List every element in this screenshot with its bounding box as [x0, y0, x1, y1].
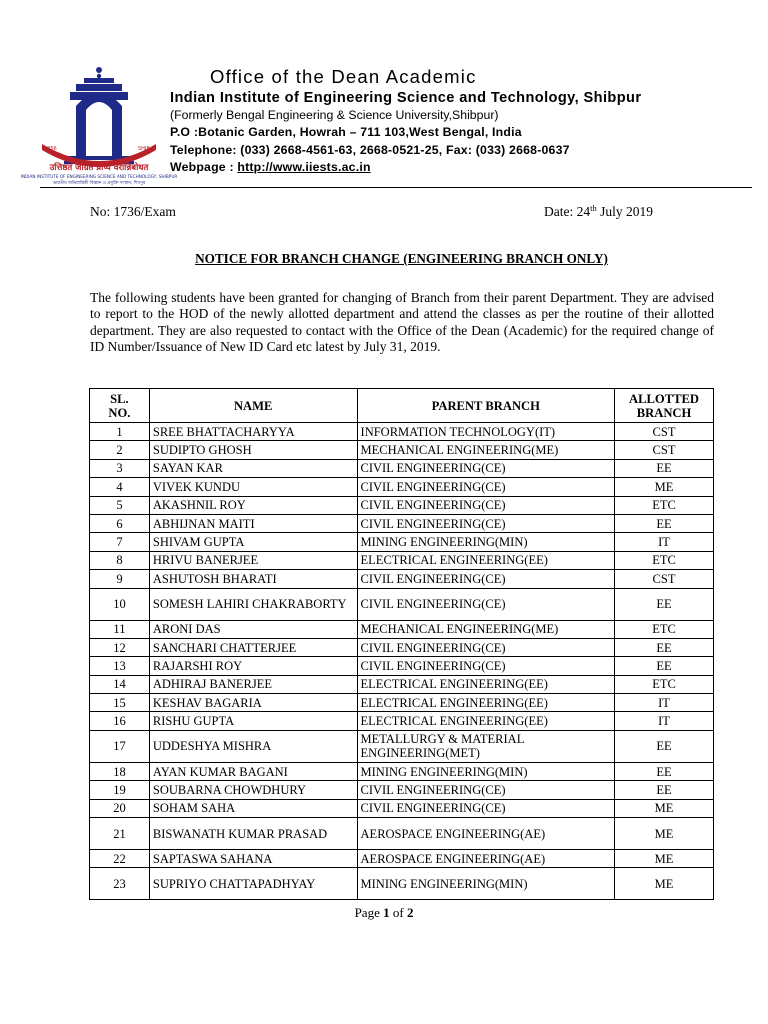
logo-year-left: 1856 [44, 146, 57, 152]
cell-sl-no: 12 [90, 638, 150, 656]
table-row [90, 850, 714, 868]
table-row [90, 762, 714, 780]
cell-sl-no: 10 [90, 588, 150, 620]
table-row [90, 459, 714, 477]
cell-allotted-branch: IT [615, 694, 714, 712]
table-row [90, 570, 714, 588]
cell-allotted-branch: EE [615, 657, 714, 675]
cell-name: HRIVU BANERJEE [149, 551, 357, 569]
webpage-line [170, 160, 371, 174]
table-row [90, 868, 714, 900]
cell-sl-no: 21 [90, 818, 150, 850]
cell-sl-no: 4 [90, 478, 150, 496]
cell-allotted-branch: EE [615, 588, 714, 620]
cell-name: SOHAM SAHA [149, 799, 357, 817]
cell-name: ABHIJNAN MAITI [149, 514, 357, 532]
cell-name: AKASHNIL ROY [149, 496, 357, 514]
cell-name: RAJARSHI ROY [149, 657, 357, 675]
cell-parent-branch: MECHANICAL ENGINEERING(ME) [357, 620, 615, 638]
cell-sl-no: 15 [90, 694, 150, 712]
header-name: NAME [149, 389, 357, 423]
cell-name: KESHAV BAGARIA [149, 694, 357, 712]
notice-heading: NOTICE FOR BRANCH CHANGE (ENGINEERING BRANCH ONLY) [195, 251, 608, 266]
table-row [90, 441, 714, 459]
svg-text:उत्तिष्ठत जाग्रत प्राप्य वरान्: उत्तिष्ठत जाग्रत प्राप्य वरान्निबोधत [49, 163, 149, 173]
cell-allotted-branch: ETC [615, 620, 714, 638]
branch-change-table [89, 388, 714, 900]
table-row [90, 712, 714, 730]
cell-parent-branch: CIVIL ENGINEERING(CE) [357, 799, 615, 817]
institute-logo [20, 66, 178, 186]
cell-name: SOUBARNA CHOWDHURY [149, 781, 357, 799]
cell-allotted-branch: ME [615, 799, 714, 817]
cell-sl-no: 16 [90, 712, 150, 730]
table-header-row [90, 389, 714, 423]
cell-sl-no: 7 [90, 533, 150, 551]
cell-parent-branch: ELECTRICAL ENGINEERING(EE) [357, 675, 615, 693]
reference-number: No: 1736/Exam [90, 204, 176, 219]
cell-sl-no: 1 [90, 423, 150, 441]
date-superscript: th [590, 203, 597, 213]
cell-name: RISHU GUPTA [149, 712, 357, 730]
svg-text:INDIAN INSTITUTE OF ENGINEERIN: INDIAN INSTITUTE OF ENGINEERING SCIENCE AND TECHNOLOGY, SHIBPUR [20, 174, 178, 179]
office-title: Office of the Dean Academic [210, 66, 477, 87]
cell-name: SOMESH LAHIRI CHAKRABORTY [149, 588, 357, 620]
cell-parent-branch: METALLURGY & MATERIAL ENGINEERING(MET) [357, 730, 615, 762]
table-row [90, 588, 714, 620]
cell-allotted-branch: ETC [615, 496, 714, 514]
table-row [90, 533, 714, 551]
cell-parent-branch: MINING ENGINEERING(MIN) [357, 762, 615, 780]
cell-name: ARONI DAS [149, 620, 357, 638]
webpage-label: Webpage : [170, 160, 238, 174]
cell-parent-branch: MECHANICAL ENGINEERING(ME) [357, 441, 615, 459]
cell-allotted-branch: EE [615, 514, 714, 532]
webpage-link[interactable]: http://www.iiests.ac.in [237, 160, 371, 174]
table-row [90, 478, 714, 496]
table-row [90, 620, 714, 638]
cell-parent-branch: MINING ENGINEERING(MIN) [357, 868, 615, 900]
header-allotted-branch: ALLOTTED BRANCH [615, 389, 714, 423]
cell-parent-branch: MINING ENGINEERING(MIN) [357, 533, 615, 551]
cell-allotted-branch: EE [615, 781, 714, 799]
table-row [90, 799, 714, 817]
cell-allotted-branch: EE [615, 459, 714, 477]
cell-allotted-branch: IT [615, 712, 714, 730]
cell-name: UDDESHYA MISHRA [149, 730, 357, 762]
cell-name: ADHIRAJ BANERJEE [149, 675, 357, 693]
cell-parent-branch: AEROSPACE ENGINEERING(AE) [357, 850, 615, 868]
date-prefix: Date: 24 [544, 204, 591, 219]
cell-sl-no: 6 [90, 514, 150, 532]
cell-sl-no: 2 [90, 441, 150, 459]
cell-allotted-branch: ETC [615, 675, 714, 693]
cell-allotted-branch: IT [615, 533, 714, 551]
cell-allotted-branch: EE [615, 762, 714, 780]
cell-allotted-branch: EE [615, 638, 714, 656]
logo-native-name: ভারতীয় অভিযান্ত্রিকী বিজ্ঞান ও প্রযুক্তি সংস্থান, শিবপুর [52, 181, 146, 186]
cell-parent-branch: CIVIL ENGINEERING(CE) [357, 657, 615, 675]
table-row [90, 818, 714, 850]
cell-sl-no: 3 [90, 459, 150, 477]
header-parent-branch: PARENT BRANCH [357, 389, 615, 423]
cell-allotted-branch: EE [615, 730, 714, 762]
cell-parent-branch: CIVIL ENGINEERING(CE) [357, 478, 615, 496]
header-sl-no: SL. NO. [90, 389, 150, 423]
cell-allotted-branch: ME [615, 850, 714, 868]
cell-sl-no: 8 [90, 551, 150, 569]
postal-address: P.O :Botanic Garden, Howrah – 711 103,West Bengal, India [170, 125, 522, 139]
cell-sl-no: 13 [90, 657, 150, 675]
table-row [90, 730, 714, 762]
cell-sl-no: 22 [90, 850, 150, 868]
cell-name: SUPRIYO CHATTAPADHYAY [149, 868, 357, 900]
cell-name: ASHUTOSH BHARATI [149, 570, 357, 588]
cell-parent-branch: CIVIL ENGINEERING(CE) [357, 638, 615, 656]
cell-name: AYAN KUMAR BAGANI [149, 762, 357, 780]
date-suffix: July 2019 [596, 204, 654, 219]
cell-parent-branch: CIVIL ENGINEERING(CE) [357, 781, 615, 799]
cell-name: SHIVAM GUPTA [149, 533, 357, 551]
cell-parent-branch: INFORMATION TECHNOLOGY(IT) [357, 423, 615, 441]
cell-allotted-branch: CST [615, 441, 714, 459]
cell-sl-no: 23 [90, 868, 150, 900]
table-row [90, 423, 714, 441]
cell-sl-no: 18 [90, 762, 150, 780]
cell-allotted-branch: ME [615, 868, 714, 900]
cell-allotted-branch: ME [615, 818, 714, 850]
cell-name: SAYAN KAR [149, 459, 357, 477]
cell-parent-branch: CIVIL ENGINEERING(CE) [357, 496, 615, 514]
table-row [90, 551, 714, 569]
former-name: (Formerly Bengal Engineering & Science University,Shibpur) [170, 108, 499, 122]
table-row [90, 496, 714, 514]
cell-parent-branch: CIVIL ENGINEERING(CE) [357, 588, 615, 620]
cell-sl-no: 14 [90, 675, 150, 693]
table-row [90, 638, 714, 656]
cell-sl-no: 9 [90, 570, 150, 588]
logo-year-right: SHIB. [138, 146, 152, 152]
cell-name: SAPTASWA SAHANA [149, 850, 357, 868]
cell-sl-no: 11 [90, 620, 150, 638]
cell-sl-no: 20 [90, 799, 150, 817]
cell-sl-no: 5 [90, 496, 150, 514]
cell-name: BISWANATH KUMAR PRASAD [149, 818, 357, 850]
cell-parent-branch: CIVIL ENGINEERING(CE) [357, 459, 615, 477]
cell-parent-branch: ELECTRICAL ENGINEERING(EE) [357, 694, 615, 712]
cell-parent-branch: AEROSPACE ENGINEERING(AE) [357, 818, 615, 850]
cell-name: VIVEK KUNDU [149, 478, 357, 496]
cell-allotted-branch: CST [615, 423, 714, 441]
notice-body: The following students have been granted for changing of Branch from their parent Department. They are advised to report to the HOD of the newly allotted department and attend the classes as per the routine of their allotted department. They are also requested to contact with the Office of the Dean (Academic) for the required change of ID Number/Issuance of New ID Card etc latest by July 31, 2019. [90, 290, 714, 354]
table-row [90, 657, 714, 675]
cell-name: SREE BHATTACHARYYA [149, 423, 357, 441]
page-number: Page 1 of 2 [354, 905, 414, 920]
letterhead-divider [40, 187, 752, 188]
notice-date [544, 204, 653, 220]
cell-allotted-branch: ETC [615, 551, 714, 569]
table-row [90, 781, 714, 799]
cell-sl-no: 19 [90, 781, 150, 799]
telephone-fax: Telephone: (033) 2668-4561-63, 2668-0521-25, Fax: (033) 2668-0637 [170, 143, 570, 157]
cell-allotted-branch: ME [615, 478, 714, 496]
cell-parent-branch: CIVIL ENGINEERING(CE) [357, 514, 615, 532]
table-row [90, 514, 714, 532]
cell-sl-no: 17 [90, 730, 150, 762]
cell-parent-branch: CIVIL ENGINEERING(CE) [357, 570, 615, 588]
cell-allotted-branch: CST [615, 570, 714, 588]
institute-name: Indian Institute of Engineering Science and Technology, Shibpur [170, 90, 642, 106]
cell-name: SUDIPTO GHOSH [149, 441, 357, 459]
cell-name: SANCHARI CHATTERJEE [149, 638, 357, 656]
cell-parent-branch: ELECTRICAL ENGINEERING(EE) [357, 551, 615, 569]
table-row [90, 694, 714, 712]
cell-parent-branch: ELECTRICAL ENGINEERING(EE) [357, 712, 615, 730]
table-row [90, 675, 714, 693]
